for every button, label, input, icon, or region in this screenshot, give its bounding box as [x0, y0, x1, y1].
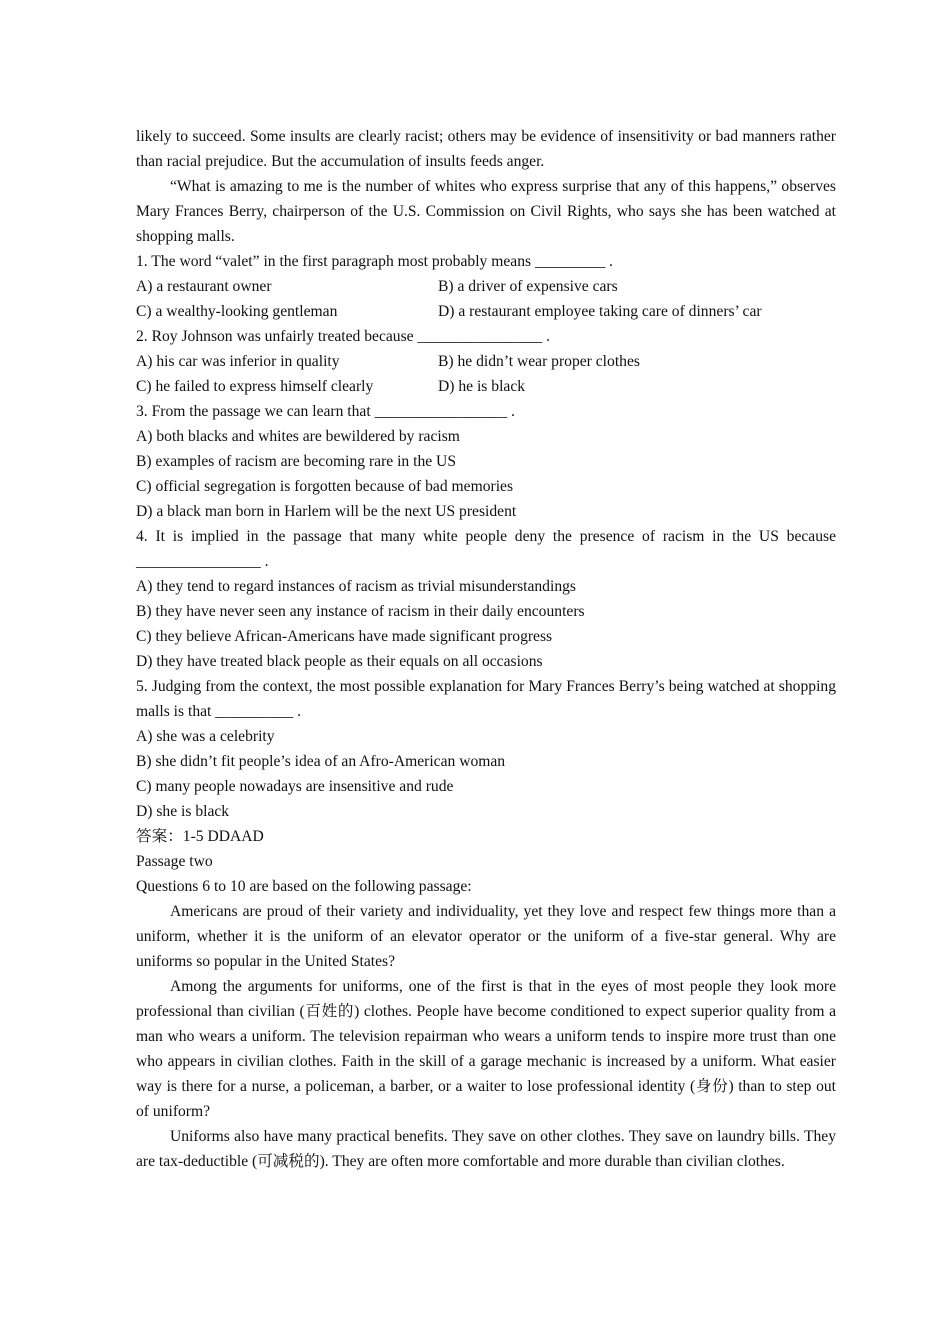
answer-key: 答案：1-5 DDAAD [136, 828, 264, 845]
option-d: D) they have treated black people as their equals on all occasions [136, 653, 543, 670]
question-stem: 5. Judging from the context, the most possible explanation for Mary Frances Berry’s being watched at shopping malls is that __________ . [136, 678, 836, 720]
option-a: A) she was a celebrity [136, 728, 275, 745]
question-stem: 2. Roy Johnson was unfairly treated because ________________ . [136, 328, 551, 345]
option-a: A) both blacks and whites are bewildered by racism [136, 428, 460, 445]
question-stem: 4. It is implied in the passage that many white people deny the presence of racism in the US because ________________ . [136, 528, 836, 570]
passage-one-paragraph: likely to succeed. Some insults are clearly racist; others may be evidence of insensitivity or bad manners rather than racial prejudice. But the accumulation of insults feeds anger. [136, 128, 836, 170]
option-row [136, 374, 836, 399]
option-row [136, 299, 836, 324]
option-a: A) his car was inferior in quality [136, 353, 340, 370]
question-stem: 3. From the passage we can learn that _________________ . [136, 403, 515, 420]
option-c: C) official segregation is forgotten because of bad memories [136, 478, 514, 495]
option-c: C) he failed to express himself clearly [136, 378, 374, 395]
option-row [136, 274, 836, 299]
option-d: D) a black man born in Harlem will be the next US president [136, 503, 517, 520]
passage-two-paragraph: Among the arguments for uniforms, one of the first is that in the eyes of most people they look more professional than civilian (百姓的) clothes. People have become conditioned to expect superior quality from a man who wears a uniform. The television repairman who wears a uniform tends to inspire more trust than one who appears in civilian clothes. Faith in the skill of a garage mechanic is increased by a uniform. What easier way is there for a nurse, a policeman, a barber, or a waiter to lose professional identity (身份) than to step out of uniform? [136, 978, 836, 1120]
option-a: A) they tend to regard instances of racism as trivial misunderstandings [136, 578, 576, 595]
option-b: B) a driver of expensive cars [438, 278, 618, 295]
document-page [136, 124, 836, 1174]
option-b: B) they have never seen any instance of racism in their daily encounters [136, 603, 585, 620]
option-d: D) she is black [136, 803, 230, 820]
option-c: C) many people nowadays are insensitive and rude [136, 778, 454, 795]
option-b: B) he didn’t wear proper clothes [438, 353, 640, 370]
passage-one-paragraph: “What is amazing to me is the number of whites who express surprise that any of this happens,” observes Mary Frances Berry, chairperson of the U.S. Commission on Civil Rights, who says she has been watched at shopping malls. [136, 178, 836, 245]
option-b: B) examples of racism are becoming rare in the US [136, 453, 456, 470]
passage-two-intro: Questions 6 to 10 are based on the following passage: [136, 878, 472, 895]
option-a: A) a restaurant owner [136, 278, 272, 295]
option-c: C) a wealthy-looking gentleman [136, 303, 338, 320]
passage-two-paragraph: Americans are proud of their variety and individuality, yet they love and respect few things more than a uniform, whether it is the uniform of an elevator operator or the uniform of a five-star general. Why are uniforms so popular in the United States? [136, 903, 836, 970]
option-d: D) a restaurant employee taking care of dinners’ car [438, 303, 762, 320]
question-stem: 1. The word “valet” in the first paragraph most probably means _________ . [136, 253, 613, 270]
option-d: D) he is black [438, 378, 526, 395]
option-c: C) they believe African-Americans have made significant progress [136, 628, 553, 645]
option-row [136, 349, 836, 374]
passage-two-paragraph: Uniforms also have many practical benefits. They save on other clothes. They save on laundry bills. They are tax-deductible (可减税的). They are often more comfortable and more durable than civilian clothes. [136, 1128, 836, 1170]
option-b: B) she didn’t fit people’s idea of an Afro-American woman [136, 753, 506, 770]
passage-two-title: Passage two [136, 853, 213, 870]
